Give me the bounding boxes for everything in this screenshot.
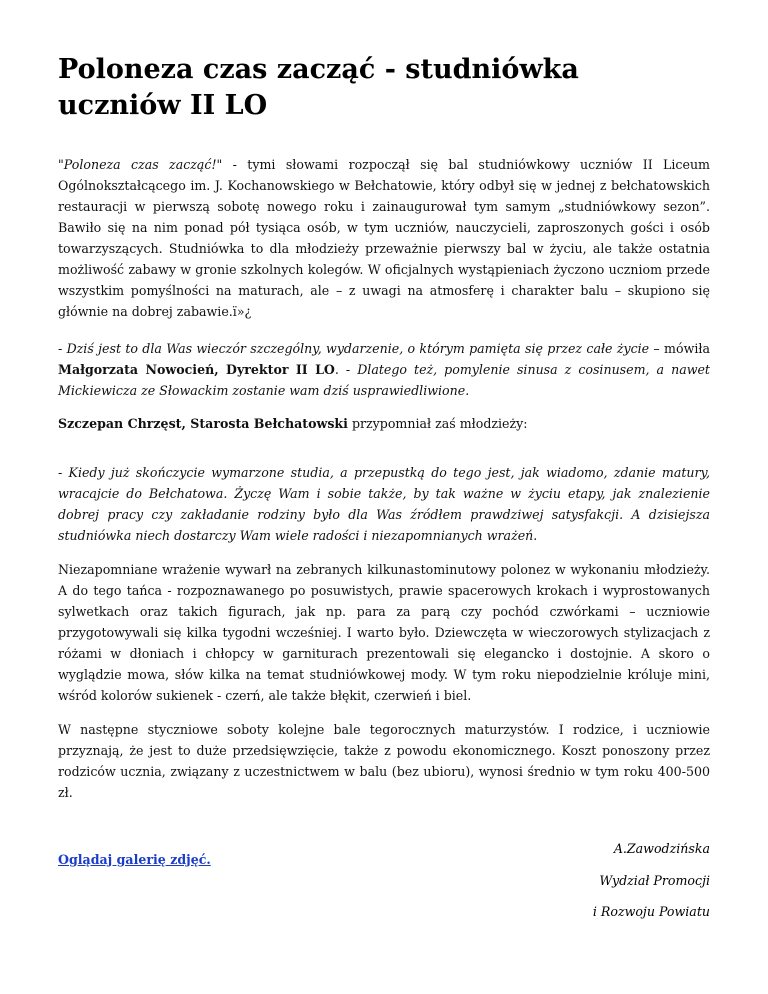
article [58, 52, 710, 870]
said-text: mówiła [659, 341, 710, 356]
quote-italic: Poloneza czas zacząć! [63, 157, 217, 172]
separator-text: . - [334, 362, 358, 377]
starosta-intro [58, 413, 710, 434]
starosta-quote [58, 462, 710, 546]
signature-dept-line1: Wydział Promocji [599, 873, 710, 888]
director-quote-part1: - Dziś jest to dla Was wieczór szczególny, wydarzenie, o którym pamięta się przez całe życie – [58, 341, 660, 356]
director-quote-part2: Dlatego też, pomylenie sinusa z cosinusem, a nawet Mickiewicza ze Słowackim zostanie wam dziś usprawiedliwione. [58, 362, 710, 398]
lead-paragraph: "Poloneza czas zacząć!" - tymi słowami rozpoczął się bal studniówkowy uczniów II Liceum Ogólnokształcącego im. J. Kochanowskiego w Bełchatowie, który odbył się w jednej z bełchatowskich restauracji w pierwszą sobotę nowego roku i zainaugurował tym samym „studniówkowy sezon”. Bawiło się na nim ponad pół tysiąca osób, w tym uczniów, nauczycieli, zaproszonych gości i osób towarzyszących. Studniówka to dla młodzieży przeważnie pierwszy bal w życiu, ale także ostatnia możliwość zabawy w gronie szkolnych kolegów. W oficjalnych wystąpieniach życzono uczniom przede wszystkim pomyślności na maturach, ale – z uwagi na atmosferę i charakter balu – skupiono się głównie na dobrej zabawie.ï»¿ [58, 157, 710, 319]
costs-paragraph: W następne styczniowe soboty kolejne bale tegorocznych maturzystów. I rodzice, i uczniowie przyznają, że jest to duże przedsięwzięcie, także z powodu ekonomicznego. Koszt ponoszony przez rodziców ucznia, związany z uczestnictwem w balu (bez ubioru), wynosi średnio w tym roku 400-500 zł. [58, 722, 710, 800]
signature-author: A.Zawodzińska [613, 841, 710, 856]
signature-dept-line2: i Rozwoju Powiatu [592, 904, 710, 919]
polonez-paragraph: Niezapomniane wrażenie wywarł na zebranych kilkunastominutowy polonez w wykonaniu młodzieży. A do tego tańca - rozpoznawanego po posuwistych, prawie spacerowych krokach i wyprostowanych sylwetkach oraz takich figurach, jak np. para za parą czy pochód czwórkami – uczniowie przygotowywali się kilka tygodni wcześniej. I warto było. Dziewczęta w wieczorowych stylizacjach z różami w dłoniach i chłopcy w garniturach prezentowali się elegancko i dostojnie. A skoro o wyglądzie mowa, słów kilka na temat studniówkowej mody. W tym roku niepodzielnie króluje mini, wśród kolorów sukienek - czerń, ale także błękit, czerwień i biel. [58, 562, 710, 703]
starosta-name: Szczepan Chrzęst, Starosta Bełchatowski [58, 416, 348, 431]
starosta-quote-text: - Kiedy już skończycie wymarzone studia, a przepustką do tego jest, jak wiadomo, zdanie matury, wracajcie do Bełchatowa. Życzę Wam i sobie także, by tak ważne w życiu etapy, jak znalezienie dobrej pracy czy zakładanie rodziny było dla Was źródłem prawdziwej satysfakcji. A dzisiejsza studniówka niech dostarczy Wam wiele radości i niezapomnianych wrażeń. [58, 465, 710, 543]
article-title: Poloneza czas zacząć - studniówka uczniów II LO [58, 54, 579, 121]
gallery-link-wrap [58, 849, 710, 870]
director-name: Małgorzata Nowocień, Dyrektor II LO [58, 362, 335, 377]
lead-text: - tymi słowami rozpoczął się bal studniówkowy uczniów II Liceum Ogólnokształcącego im. J. Kochanowskiego w Bełchatowie, który odbył się w jednej z bełchatowskich restauracji w pierwszą sobotę nowego roku i zainaugurował tym samym „studniówkowy sezon”. Bawiło się na nim ponad pół tysiąca osób, w tym uczniów, nauczycieli, zaproszonych gości i osób towarzyszących. Studniówka to dla młodzieży przeważnie pierwszy bal w życiu, ale także ostatnia możliwość zabawy w gronie szkolnych kolegów. W oficjalnych wystąpieniach życzono uczniom przede wszystkim pomyślności na maturach, ale – z uwagi na atmosferę i charakter balu – skupiono się głównie na dobrej zabawie.ï»¿ [58, 157, 710, 319]
gallery-link[interactable]: Oglądaj galerię zdjęć. [58, 852, 211, 867]
starosta-intro-text: przypomniał zaś młodzieży: [347, 416, 528, 431]
director-quote [58, 338, 710, 401]
